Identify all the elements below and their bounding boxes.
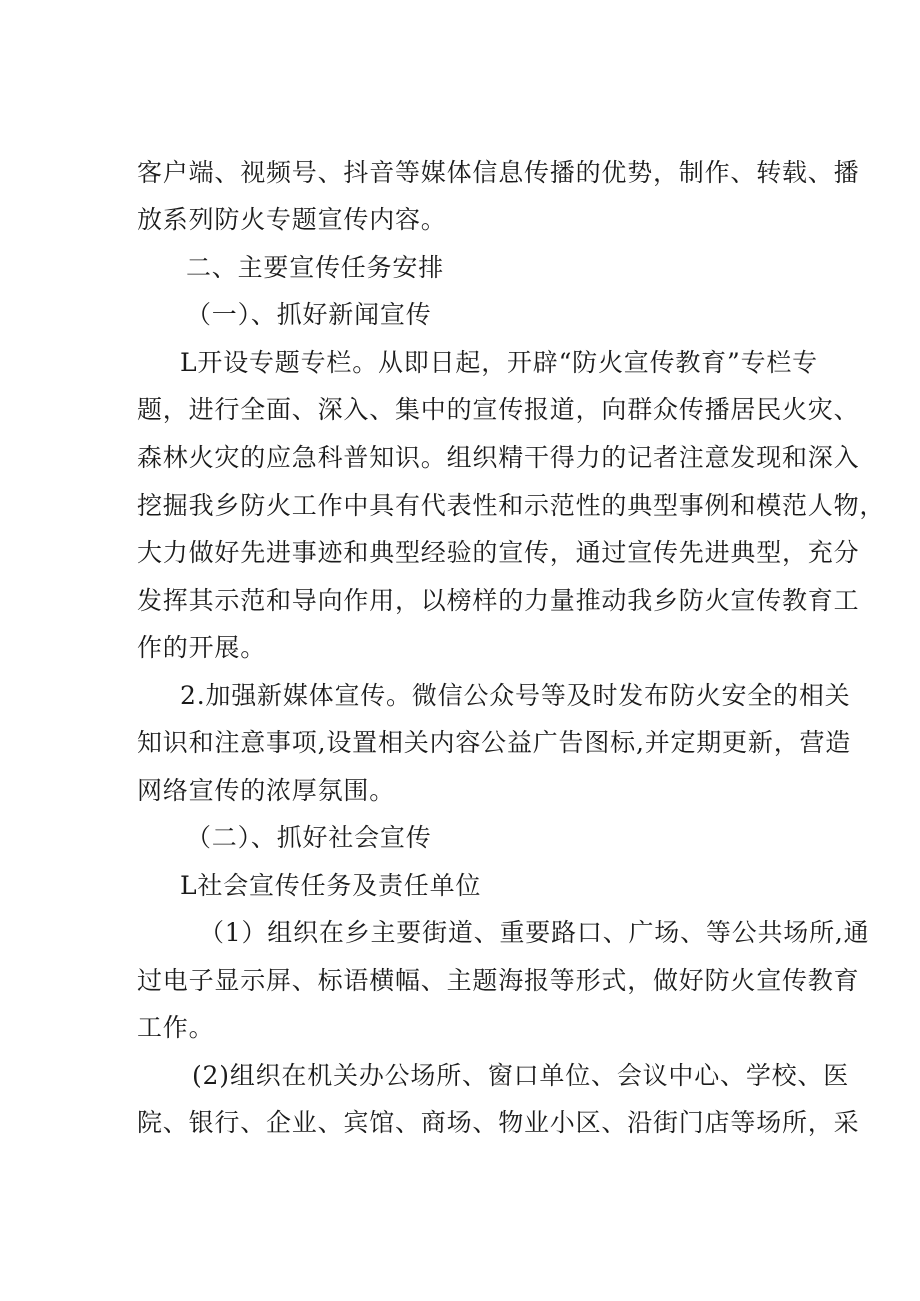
text-line: 工作。	[137, 1013, 215, 1042]
text-line: 过电子显示屏、标语横幅、主题海报等形式，做好防火宣传教育	[137, 966, 860, 995]
text-line: （1）组织在乡主要街道、重要路口、广场、等公共场所,通	[199, 918, 870, 947]
text-line: 大力做好先进事迹和典型经验的宣传，通过宣传先进典型，充分	[137, 538, 860, 567]
text-line: 院、银行、企业、宾馆、商场、物业小区、沿街门店等场所，采	[137, 1108, 860, 1137]
subsection-heading: （二）、抓好社会宣传	[186, 823, 432, 852]
text-line: 森林火灾的应急科普知识。组织精干得力的记者注意发现和深入	[137, 443, 860, 472]
text-line: 发挥其示范和导向作用，以榜样的力量推动我乡防火宣传教育工	[137, 586, 860, 615]
section-heading: 二、主要宣传任务安排	[186, 253, 445, 282]
text-line: (2)组织在机关办公场所、窗口单位、会议中心、学校、医	[192, 1061, 850, 1090]
text-line: 放系列防火专题宣传内容。	[137, 205, 447, 234]
text-line: 题，进行全面、深入、集中的宣传报道，向群众传播居民火灾、	[137, 395, 860, 424]
text-line: 挖掘我乡防火工作中具有代表性和示范性的典型事例和模范人物，	[137, 491, 886, 520]
text-line: 2.加强新媒体宣传。微信公众号等及时发布防火安全的相关	[180, 681, 851, 710]
text-line: 客户端、视频号、抖音等媒体信息传播的优势，制作、转载、播	[137, 158, 860, 187]
text-line: L社会宣传任务及责任单位	[180, 871, 482, 900]
text-line: 网络宣传的浓厚氛围。	[137, 776, 396, 805]
text-line: L开设专题专栏。从即日起，开辟“防火宣传教育”专栏专	[180, 348, 818, 377]
text-line: 作的开展。	[137, 633, 267, 662]
subsection-heading: （一）、抓好新闻宣传	[186, 300, 432, 329]
text-line: 知识和注意事项,设置相关内容公益广告图标,并定期更新，营造	[137, 728, 852, 757]
